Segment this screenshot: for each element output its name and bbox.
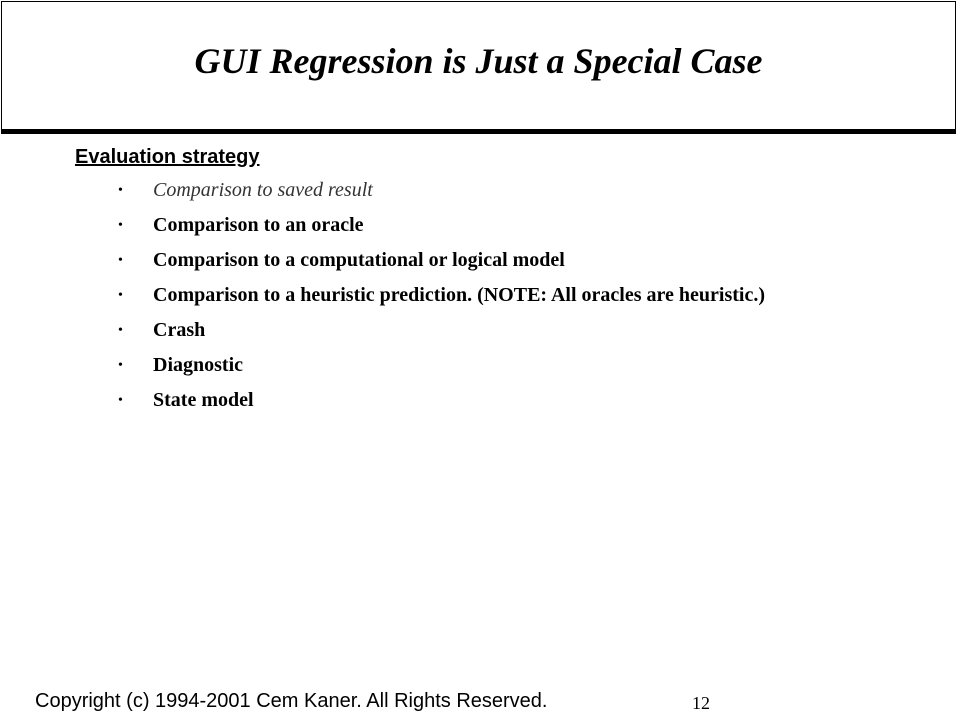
list-item <box>118 388 878 413</box>
list-item <box>118 178 878 203</box>
bullet-dot-icon: • <box>118 253 123 268</box>
footer-copyright: Copyright (c) 1994-2001 Cem Kaner. All Rights Reserved. <box>35 690 548 712</box>
list-item-text: State model <box>153 389 254 411</box>
list-item-text: Comparison to an oracle <box>153 214 364 236</box>
bullet-dot-icon: • <box>118 393 123 408</box>
list-item <box>118 283 878 308</box>
title-underline-rule <box>1 130 956 134</box>
bullet-dot-icon: • <box>118 218 123 233</box>
list-item-text: Comparison to a computational or logical model <box>153 249 565 271</box>
title-box <box>1 1 956 130</box>
list-item <box>118 213 878 238</box>
list-item-text: Crash <box>153 319 206 341</box>
page-number: 12 <box>692 693 710 713</box>
list-item <box>118 318 878 343</box>
bullet-list <box>118 178 878 423</box>
list-item <box>118 248 878 273</box>
section-heading: Evaluation strategy <box>75 146 260 168</box>
slide-title: GUI Regression is Just a Special Case <box>194 40 763 81</box>
list-item <box>118 353 878 378</box>
list-item-text: Comparison to saved result <box>153 179 373 201</box>
list-item-text: Diagnostic <box>153 354 243 376</box>
bullet-dot-icon: • <box>118 358 123 373</box>
list-item-text: Comparison to a heuristic prediction. (NOTE: All oracles are heuristic.) <box>153 284 765 306</box>
bullet-dot-icon: • <box>118 323 123 338</box>
bullet-dot-icon: • <box>118 183 123 198</box>
bullet-dot-icon: • <box>118 288 123 303</box>
